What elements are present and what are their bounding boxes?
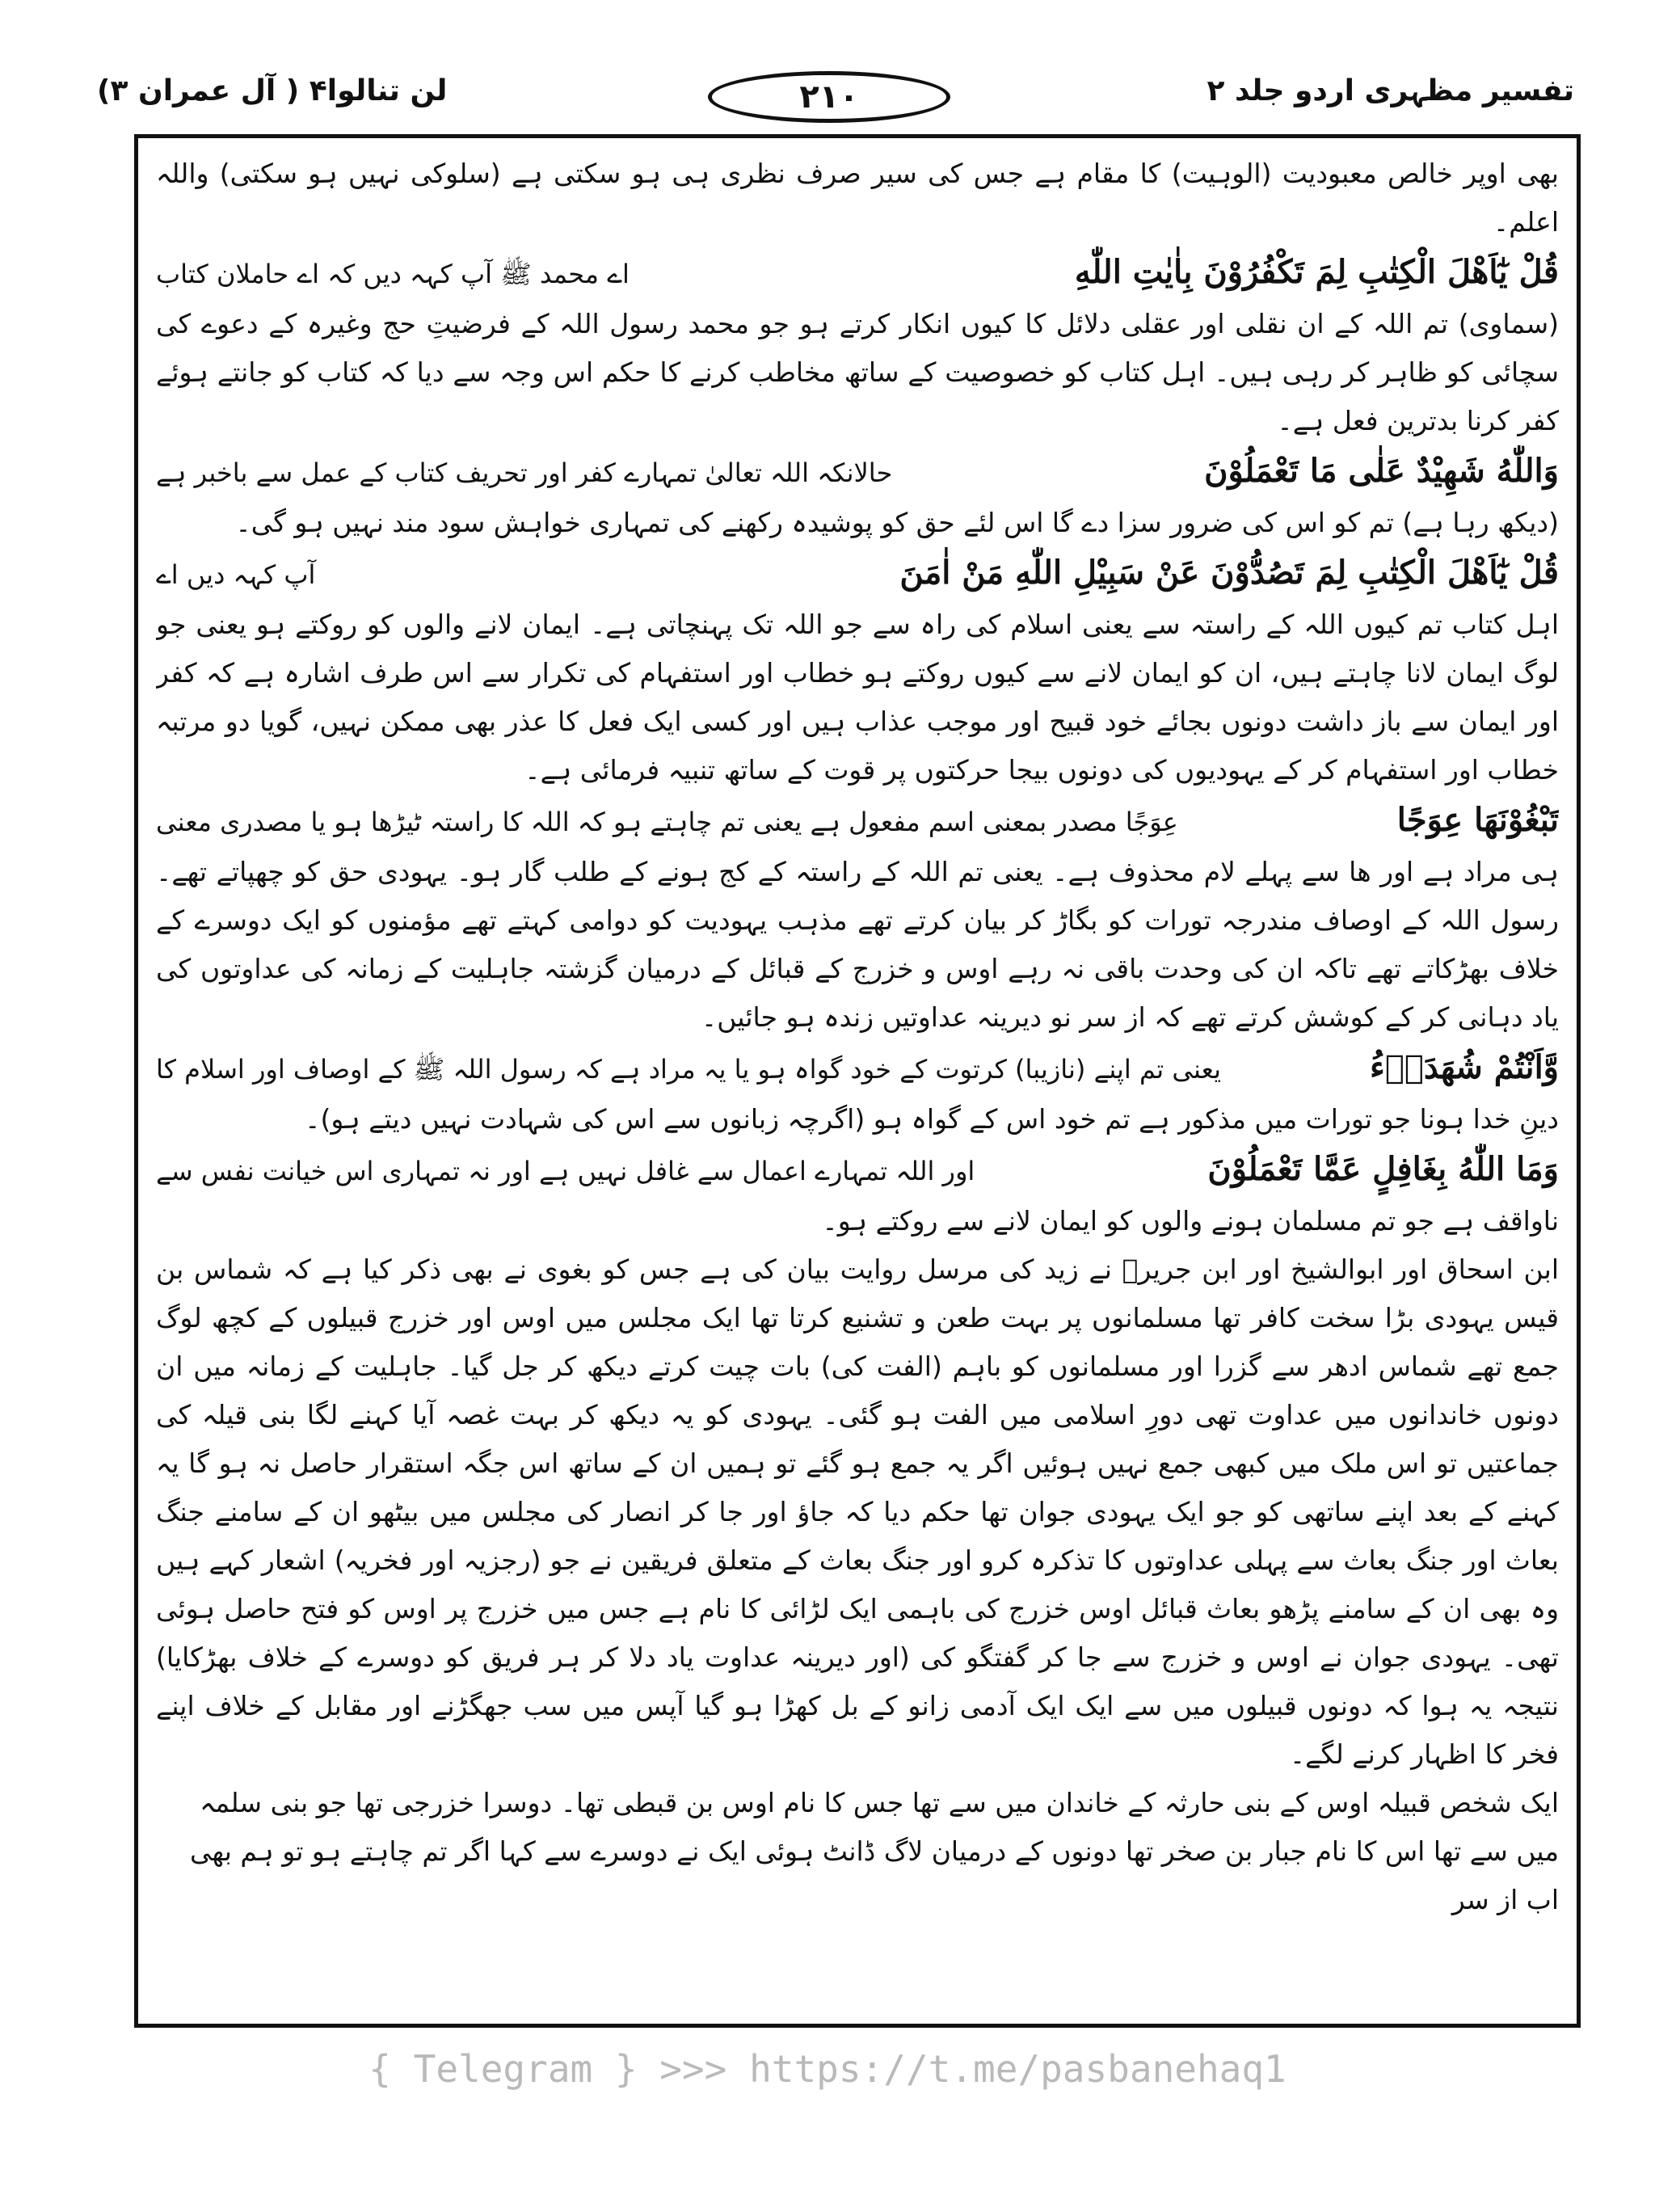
paragraph: دینِ خدا ہونا جو تورات میں مذکور ہے تم خود اس کے گواہ ہو (اگرچہ زبانوں سے اس کی شہادت نہیں دیتے ہو)۔: [305, 1103, 1559, 1135]
book-title: تفسیر مظہری اردو جلد ۲: [1207, 74, 1574, 107]
verse-line: [156, 794, 1559, 848]
paragraph: ابن اسحاق اور ابوالشیخ اور ابن جریرؒ نے زید کی مرسل روایت بیان کی ہے جس کو بغوی نے بھی ذکر کیا ہے کہ شماس بن قیس یہودی بڑا سخت کافر تھا مسلمانوں پر بہت طعن و تشنیع کرتا تھا ایک مجلس میں اوس اور خزرج قبیلوں کے کچھ لوگ جمع تھے شماس ادھر سے گزرا اور مسلمانوں کو باہم (الفت کی) بات چیت کرتے دیکھ کر جل گیا۔ جاہلیت کے زمانہ میں ان دونوں خاندانوں میں عداوت تھی دورِ اسلامی میں الفت ہو گئی۔ یہودی کو یہ دیکھ کر بہت غصہ آیا کہنے لگا بنی قیلہ کی جماعتیں تو اس ملک میں کبھی جمع نہیں ہوئیں اگر یہ جمع ہو گئے تو ہمیں ان کے ساتھ اس جگہ استقرار حاصل نہ ہو گا یہ کہنے کے بعد اپنے ساتھی کو جو ایک یہودی جوان تھا حکم دیا کہ جاؤ اور جا کر انصار کی مجلس میں بیٹھو ان کے سامنے جنگ بعاث اور جنگ بعاث سے پہلی عداوتوں کا تذکرہ کرو اور جنگ بعاث کے متعلق فریقین نے جو (رجزیہ اور فخریہ) اشعار کہے ہیں وہ بھی ان کے سامنے پڑھو بعاث قبائل اوس خزرج کی باہمی ایک لڑائی کا نام ہے جس میں خزرج پر اوس کو فتح حاصل ہوئی تھی۔ یہودی جوان نے اوس و خزرج سے جا کر گفتگو کی (اور دیرینہ عداوت یاد دلا کر ہر فریق کو دوسرے کے خلاف بھڑکایا) نتیجہ یہ ہوا کہ دونوں قبیلوں میں سے ایک ایک آدمی زانو کے بل کھڑا ہو گیا آپس میں سب جھگڑنے اور مقابل کے خلاف اپنے فخر کا اظہار کرنے لگے۔: [156, 1253, 1559, 1770]
verse-arabic: تَبْغُوْنَهَا عِوَجًا: [1396, 801, 1559, 839]
page-content: [156, 150, 1559, 2016]
telegram-watermark: { Telegram } >>> https://t.me/pasbanehaq1: [368, 2047, 1287, 2091]
verse-translation: یعنی تم اپنے (نازیبا) کرتوت کے خود گواہ ہو یا یہ مراد ہے کہ رسول اللہ ﷺ کے اوصاف اور اسلام کا: [156, 1054, 1221, 1085]
verse-arabic: وَّاَنْتُمْ شُهَدَاۤءُ: [1370, 1048, 1559, 1086]
verse-translation: آپ کہہ دیں اے: [156, 559, 316, 590]
verse-arabic: وَاللّٰهُ شَهِيْدٌ عَلٰى مَا تَعْمَلُوْنَ: [1204, 452, 1559, 490]
verse-line: [156, 1144, 1559, 1197]
paragraph: ہی مراد ہے اور ھا سے پہلے لام محذوف ہے۔ یعنی تم اللہ کے راستہ کے کج ہونے کے طلب گار ہو۔ یہودی حق کو چھپاتے تھے۔ رسول اللہ کے اوصاف مندرجہ تورات کو بگاڑ کر بیان کرتے تھے مذہب یہودیت کو دوامی کہتے تھے مؤمنوں کو ایک دوسرے کے خلاف بھڑکاتے تھے تاکہ ان کی وحدت باقی نہ رہے اوس و خزرج کے قبائل کے درمیان گزشتہ جاہلیت کے زمانہ کی عداوتوں کی یاد دہانی کر کے کوشش کرتے تھے کہ از سر نو دیرینہ عداوتیں زندہ ہو جائیں۔: [156, 856, 1559, 1033]
page-frame: [134, 134, 1581, 2028]
verse-line: [156, 1042, 1559, 1095]
verse-translation: حالانکہ اللہ تعالیٰ تمہارے کفر اور تحریف کتاب کے عمل سے باخبر ہے: [156, 457, 893, 488]
paragraph: بھی اوپر خالص معبودیت (الوہیت) کا مقام ہے جس کی سیر صرف نظری ہی ہو سکتی ہے (سلوکی نہیں ہو سکتی) واللہ اعلم۔: [156, 158, 1559, 238]
verse-arabic: وَمَا اللّٰهُ بِغَافِلٍ عَمَّا تَعْمَلُوْنَ: [1207, 1150, 1559, 1188]
chapter-title: لن تنالوا۴ ( آل عمران ۳): [97, 74, 448, 107]
paragraph: (سماوی) تم اللہ کے ان نقلی اور عقلی دلائل کا کیوں انکار کرتے ہو جو محمد رسول اللہ کے فرضیتِ حج وغیرہ کے دعوے کی سچائی کو ظاہر کر رہی ہیں۔ اہل کتاب کو خصوصیت کے ساتھ مخاطب کرنے کا حکم اس وجہ سے دیا کہ کتاب کو جانتے ہوئے کفر کرنا بدترین فعل ہے۔: [156, 308, 1559, 436]
page-header: [0, 0, 1655, 121]
verse-line: [156, 547, 1559, 600]
paragraph: ناواقف ہے جو تم مسلمان ہونے والوں کو ایمان لانے سے روکتے ہو۔: [822, 1205, 1559, 1237]
paragraph: ایک شخص قبیلہ اوس کے بنی حارثہ کے خاندان میں سے تھا جس کا نام اوس بن قبطی تھا۔ دوسرا خزرجی تھا جو بنی سلمہ میں سے تھا اس کا نام جبار بن صخر تھا دونوں کے درمیان لاگ ڈانٹ ہوئی ایک نے دوسرے سے کہا اگر تم چاہتے ہو تو ہم بھی اب از سر: [190, 1787, 1559, 1915]
verse-translation: اور اللہ تمہارے اعمال سے غافل نہیں ہے اور نہ تمہاری اس خیانت نفس سے: [156, 1156, 975, 1186]
verse-arabic: قُلْ يٰٓاَهْلَ الْكِتٰبِ لِمَ تَكْفُرُوْنَ بِاٰيٰتِ اللّٰهِ: [1074, 253, 1559, 291]
verse-line: [156, 246, 1559, 300]
paragraph: (دیکھ رہا ہے) تم کو اس کی ضرور سزا دے گا اس لئے حق کو پوشیدہ رکھنے کی تمہاری خواہش سود مند نہیں ہو گی۔: [235, 507, 1559, 538]
verse-line: [156, 445, 1559, 499]
paragraph: اہل کتاب تم کیوں اللہ کے راستہ سے یعنی اسلام کی راہ سے جو اللہ تک پہنچاتی ہے۔ ایمان لانے والوں کو روکتے ہو یعنی جو لوگ ایمان لانا چاہتے ہیں، ان کو ایمان لانے سے کیوں روکتے ہو خطاب اور استفہام کی تکرار سے اس طرف اشارہ ہے کہ کفر اور ایمان سے باز داشت دونوں بجائے خود قبیح اور موجب عذاب ہیں اور کسی ایک فعل کا عذر بھی ممکن نہیں، گویا دو مرتبہ خطاب اور استفہام کر کے یہودیوں کی دونوں بیجا حرکتوں پر قوت کے ساتھ تنبیہ فرمائی ہے۔: [156, 609, 1559, 786]
verse-arabic: قُلْ يٰٓاَهْلَ الْكِتٰبِ لِمَ تَصُدُّوْنَ عَنْ سَبِيْلِ اللّٰهِ مَنْ اٰمَنَ: [899, 554, 1559, 592]
verse-translation: اے محمد ﷺ آپ کہہ دیں کہ اے حاملان کتاب: [156, 259, 630, 289]
page-number: ۲۱۰: [708, 71, 950, 123]
verse-translation: عِوَجًا مصدر بمعنی اسم مفعول ہے یعنی تم چاہتے ہو کہ اللہ کا راستہ ٹیڑھا ہو یا مصدری معنی: [156, 807, 1178, 837]
